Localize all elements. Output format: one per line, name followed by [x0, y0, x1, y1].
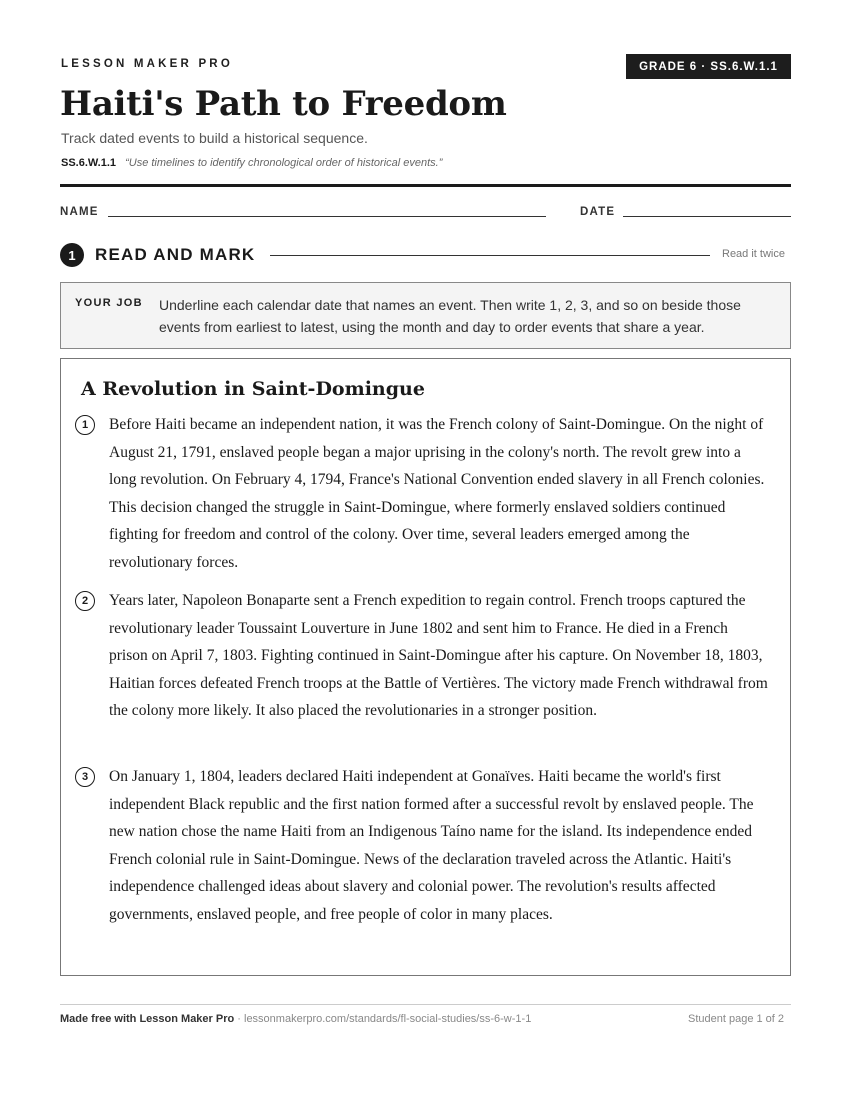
header-divider	[60, 184, 791, 187]
grade-badge: GRADE 6 · SS.6.W.1.1	[626, 54, 791, 79]
standard-line	[61, 157, 442, 169]
standard-code: SS.6.W.1.1	[61, 157, 117, 169]
footer-url[interactable]: · lessonmakerpro.com/standards/fl-social-studies/ss-6-w-1-1	[234, 1013, 532, 1025]
page-subtitle: Track dated events to build a historical sequence.	[61, 130, 368, 146]
footer-credit	[60, 1013, 531, 1025]
footer-divider	[60, 1004, 791, 1005]
footer-page-number: Student page 1 of 2	[688, 1013, 785, 1025]
paragraph-text: Before Haiti became an independent nation, it was the French colony of Saint-Domingue. On the night of August 21, 1791, enslaved people began a major uprising in the colony's north. The revolt grew into a long revolution. On February 4, 1794, France's National Convention ended slavery in all French colonies. This decision changed the struggle in Saint-Domingue, where formerly enslaved soldiers continued fighting for freedom and control of the colony. Over time, several leaders emerged among the revolutionary forces.	[109, 416, 765, 571]
job-box	[60, 282, 791, 349]
paragraph-number: 1	[75, 415, 95, 435]
job-text: Underline each calendar date that names an event. Then write 1, 2, 3, and so on beside those events from earliest to latest, using the month and day to order events that share a year.	[159, 297, 741, 335]
section-hint: Read it twice	[722, 248, 785, 260]
standard-text: “Use timelines to identify chronological order of historical events.”	[125, 157, 443, 169]
date-label: DATE	[580, 206, 616, 218]
name-label: NAME	[60, 206, 99, 218]
job-label: YOUR JOB	[75, 297, 143, 309]
step-number-badge: 1	[60, 243, 84, 267]
brand-label: LESSON MAKER PRO	[61, 58, 233, 70]
paragraph-text: On January 1, 1804, leaders declared Haiti independent at Gonaïves. Haiti became the world's first independent Black republic and the first nation formed after a successful revolt by enslaved people. The new nation chose the name Haiti from an Indigenous Taíno name for the island. Its independence ended French colonial rule in Saint-Domingue. News of the declaration traveled across the Atlantic. Haiti's independence challenged ideas about slavery and colonial power. The revolution's results affected governments, enslaved people, and free people of color in many places.	[109, 768, 754, 923]
footer-made-with: Made free with Lesson Maker Pro	[60, 1013, 235, 1025]
reading-title: A Revolution in Saint-Domingue	[81, 378, 425, 400]
page-title: Haiti's Path to Freedom	[60, 84, 507, 124]
date-field-line[interactable]	[623, 216, 791, 217]
reading-passage	[60, 358, 791, 976]
name-field-line[interactable]	[108, 216, 546, 217]
section-divider	[270, 255, 710, 256]
paragraph-text: Years later, Napoleon Bonaparte sent a French expedition to regain control. French troops captured the revolutionary leader Toussaint Louverture in June 1802 and sent him to France. He died in a French prison on April 7, 1803. Fighting continued in Saint-Domingue after his capture. On November 18, 1803, Haitian forces defeated French troops at the Battle of Vertières. The victory made French withdrawal from the colony more likely. It also placed the revolutionaries in a stronger position.	[109, 592, 768, 719]
paragraph-number: 2	[75, 591, 95, 611]
paragraph-number: 3	[75, 767, 95, 787]
section-title: READ AND MARK	[95, 245, 256, 264]
